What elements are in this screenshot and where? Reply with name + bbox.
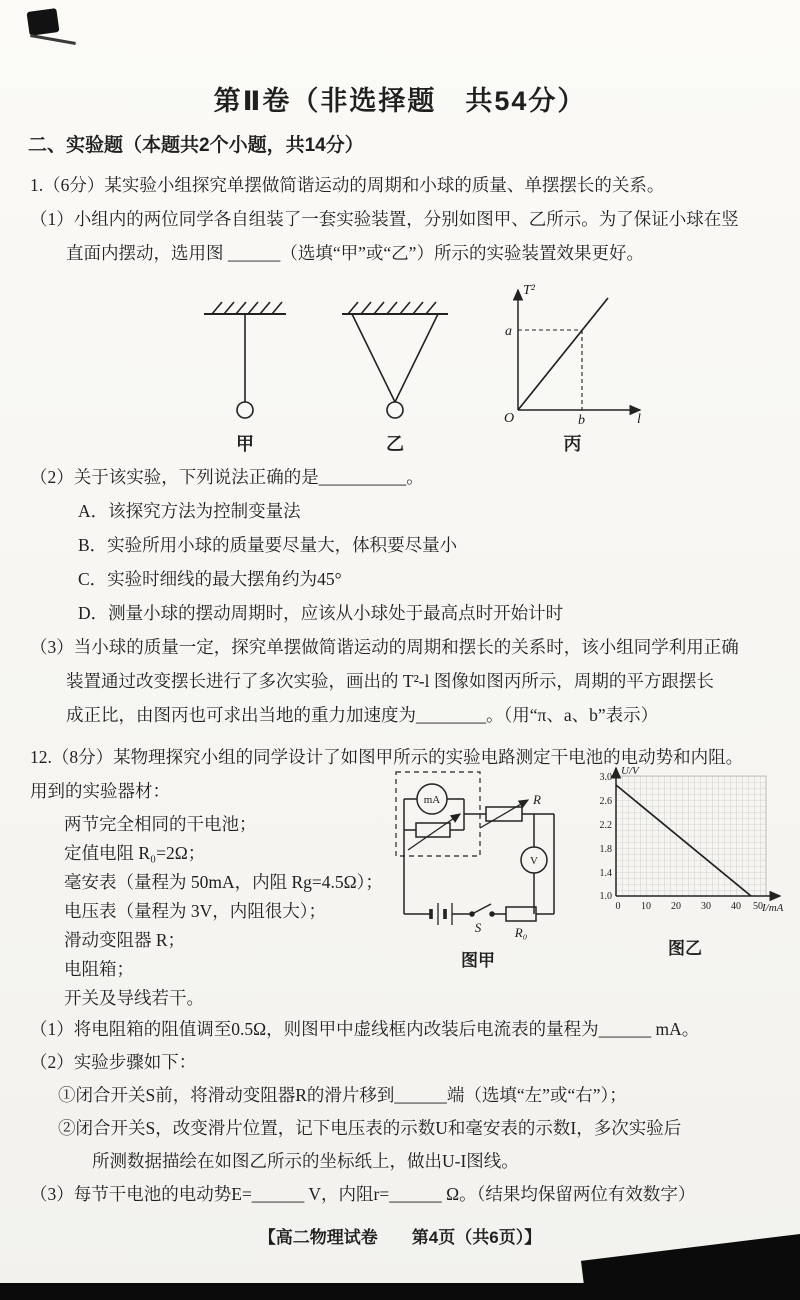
scan-artifact-top-blob xyxy=(26,8,59,36)
page-footer: 【高二物理试卷 第4页（共6页）】 xyxy=(258,1228,542,1247)
q12-step2-line1: ②闭合开关S，改变滑片位置，记下电压表的示数U和毫安表的示数I，多次实验后 xyxy=(58,1118,682,1138)
q11-part3-line1: （3）当小球的质量一定，探究单摆做简谐运动的周期和摆长的关系时，该小组同学利用正确 xyxy=(30,637,739,657)
figure-circuit xyxy=(388,764,568,971)
fixed-resistor-icon xyxy=(506,907,536,921)
figure-caption-ui-graph: 图乙 xyxy=(668,939,702,958)
ytick: 1.4 xyxy=(599,868,612,879)
equipment-item: 电阻箱； xyxy=(64,959,134,979)
figure-pendulum-jia xyxy=(190,294,300,456)
page-title: 第Ⅱ卷（非选择题 共54分） xyxy=(213,86,587,116)
figure-caption-circuit: 图甲 xyxy=(461,951,495,970)
ytick: 2.2 xyxy=(599,820,612,831)
figure-pendulum-yi xyxy=(330,294,460,456)
q11-option-c: C．实验时细线的最大摆角约为45° xyxy=(78,569,342,589)
q12-step1: ①闭合开关S前，将滑动变阻器R的滑片移到______端（选填“左”或“右”）； xyxy=(58,1085,627,1105)
bing-a-label: a xyxy=(505,324,512,339)
t2-l-graph xyxy=(490,278,655,428)
xtick: 20 xyxy=(671,901,681,912)
equipment-item: 两节完全相同的干电池； xyxy=(64,814,257,834)
xtick: 40 xyxy=(731,901,741,912)
circuit-ammeter-label: mA xyxy=(423,794,441,806)
figure-caption-bing: 丙 xyxy=(563,434,582,454)
q11-part3-line2: 装置通过改变摆长进行了多次实验，画出的 T²-l 图像如图丙所示，周期的平方跟摆长 xyxy=(66,671,714,691)
bing-xlabel: l xyxy=(637,412,641,427)
graph-xlabel: I/mA xyxy=(762,902,784,914)
q11-part3-line3: 成正比，由图丙也可求出当地的重力加速度为________。（用“π、a、b”表示） xyxy=(66,705,659,725)
equipment-item: 开关及导线若干。 xyxy=(64,988,204,1008)
pendulum-jia-drawing xyxy=(190,294,300,428)
q11-figures-row xyxy=(190,278,800,456)
q11-option-a: A．该探究方法为控制变量法 xyxy=(78,501,301,521)
circuit-voltmeter-label: V xyxy=(530,855,538,867)
xtick: 0 xyxy=(615,901,621,912)
q11-part2: （2）关于该实验，下列说法正确的是__________。 xyxy=(30,467,424,487)
q12-part1: （1）将电阻箱的阻值调至0.5Ω，则图甲中虚线框内改装后电流表的量程为______ mA。 xyxy=(30,1019,700,1039)
figure-graph-bing xyxy=(490,278,655,456)
figure-caption-yi: 乙 xyxy=(386,434,404,454)
q12-part3: （3）每节干电池的电动势E=______ V，内阻r=______ Ω。（结果均保留两位有效数字） xyxy=(30,1184,696,1204)
xtick: 10 xyxy=(641,901,651,912)
q12-part2: （2）实验步骤如下： xyxy=(30,1052,197,1072)
q11-option-d: D．测量小球的摆动周期时，应该从小球处于最高点时开始计时 xyxy=(78,603,564,623)
xtick: 50 xyxy=(753,901,763,912)
graph-grid xyxy=(616,776,766,896)
u-i-graph xyxy=(582,764,788,932)
graph-ylabel: U/V xyxy=(621,765,639,777)
section-heading: 二、实验题（本题共2个小题，共14分） xyxy=(28,135,364,156)
scan-artifact-bottom-bar xyxy=(0,1283,800,1300)
q11-option-b: B．实验所用小球的质量要尽量大，体积要尽量小 xyxy=(78,535,458,555)
pendulum-yi-drawing xyxy=(330,294,460,428)
bing-origin-label: O xyxy=(504,411,515,426)
q11-part1-line2: 直面内摆动，选用图 ______（选填“甲”或“乙”）所示的实验装置效果更好。 xyxy=(66,243,644,263)
bing-b-label: b xyxy=(578,413,585,428)
figure-ui-graph xyxy=(582,764,788,959)
ytick: 1.0 xyxy=(599,891,612,902)
circuit-switch-label: S xyxy=(474,920,482,935)
circuit-rheostat-label: R xyxy=(533,792,541,807)
circuit-drawing xyxy=(388,764,568,944)
figure-caption-jia: 甲 xyxy=(236,434,254,454)
q11-part1-line1: （1）小组内的两位同学各自组装了一套实验装置，分别如图甲、乙所示。为了保证小球在竖 xyxy=(30,209,739,229)
bing-ylabel: T² xyxy=(523,283,535,298)
equipment-item: 滑动变阻器 R； xyxy=(64,930,186,950)
q11-stem: 1.（6分）某实验小组探究单摆做简谐运动的周期和小球的质量、单摆摆长的关系。 xyxy=(30,175,665,195)
ytick: 1.8 xyxy=(599,844,612,855)
q12-figures xyxy=(388,764,788,971)
ytick: 3.0 xyxy=(599,772,612,783)
equipment-item: 毫安表（量程为 50mA，内阻 Rg=4.5Ω）； xyxy=(64,872,383,892)
q12-stem-line1: 12.（8分）某物理探究小组的同学设计了如图甲所示的实验电路测定干电池的电动势和内阻。 xyxy=(30,747,744,767)
xtick: 30 xyxy=(701,901,711,912)
circuit-r0-label: R₀ xyxy=(514,925,528,940)
q12-step2-line2: 所测数据描绘在如图乙所示的坐标纸上，做出U-I图线。 xyxy=(92,1151,519,1171)
equipment-item: 定值电阻 R₀=2Ω； xyxy=(64,843,206,863)
q12-stem-line2: 用到的实验器材： xyxy=(30,781,170,801)
ytick: 2.6 xyxy=(599,796,612,807)
equipment-item: 电压表（量程为 3V，内阻很大）； xyxy=(64,901,327,921)
